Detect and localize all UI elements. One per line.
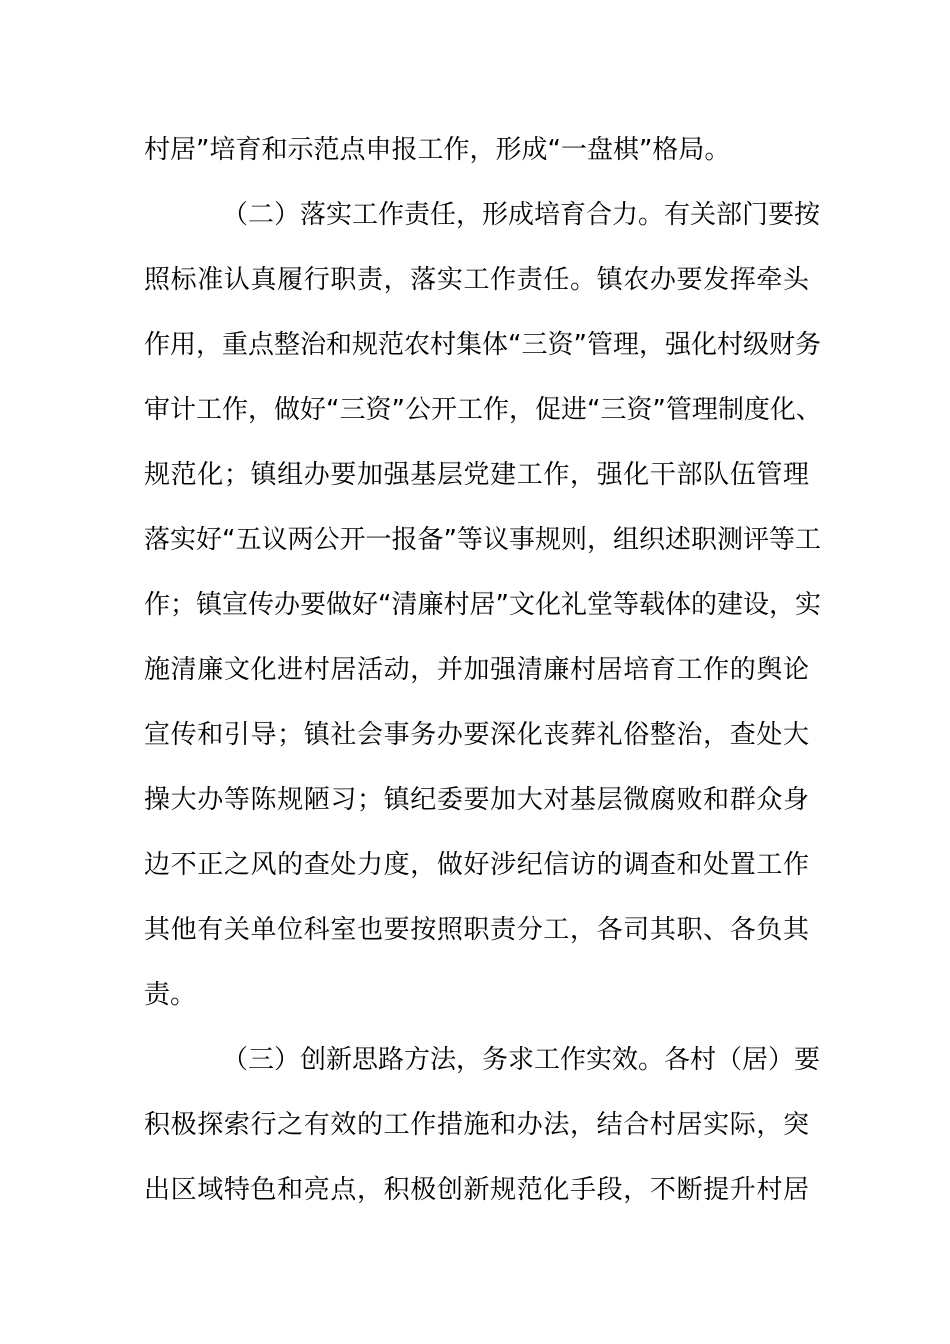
text-line-16: 积极探索行之有效的工作措施和办法，结合村居实际，突 bbox=[144, 1110, 809, 1140]
text-line-14: 责。 bbox=[144, 980, 197, 1010]
text-line-8: 作；镇宣传办要做好“清廉村居”文化礼堂等载体的建设，实 bbox=[144, 590, 821, 620]
text-line-15: （三）创新思路方法，务求工作实效。各村（居）要 bbox=[222, 1045, 821, 1075]
text-line-11: 操大办等陈规陋习；镇纪委要加大对基层微腐败和群众身 bbox=[144, 785, 809, 815]
document-body bbox=[144, 118, 822, 1223]
text-line-2: （二）落实工作责任，形成培育合力。有关部门要按 bbox=[222, 200, 821, 230]
text-line-10: 宣传和引导；镇社会事务办要深化丧葬礼俗整治，查处大 bbox=[144, 720, 809, 750]
text-line-3: 照标准认真履行职责，落实工作责任。镇农办要发挥牵头 bbox=[144, 265, 809, 295]
text-line-12: 边不正之风的查处力度，做好涉纪信访的调查和处置工作 bbox=[144, 850, 809, 880]
text-line-1: 村居”培育和示范点申报工作，形成“一盘棋”格局。 bbox=[144, 135, 731, 165]
text-line-6: 规范化；镇组办要加强基层党建工作，强化干部队伍管理 bbox=[144, 460, 809, 490]
text-line-4: 作用，重点整治和规范农村集体“三资”管理，强化村级财务 bbox=[144, 330, 821, 360]
text-line-17: 出区域特色和亮点，积极创新规范化手段，不断提升村居 bbox=[144, 1175, 809, 1205]
text-line-9: 施清廉文化进村居活动，并加强清廉村居培育工作的舆论 bbox=[144, 655, 809, 685]
text-line-7: 落实好“五议两公开一报备”等议事规则，组织述职测评等工 bbox=[144, 525, 821, 555]
text-line-5: 审计工作，做好“三资”公开工作，促进“三资”管理制度化、 bbox=[144, 395, 822, 425]
text-line-13: 其他有关单位科室也要按照职责分工，各司其职、各负其 bbox=[144, 915, 809, 945]
